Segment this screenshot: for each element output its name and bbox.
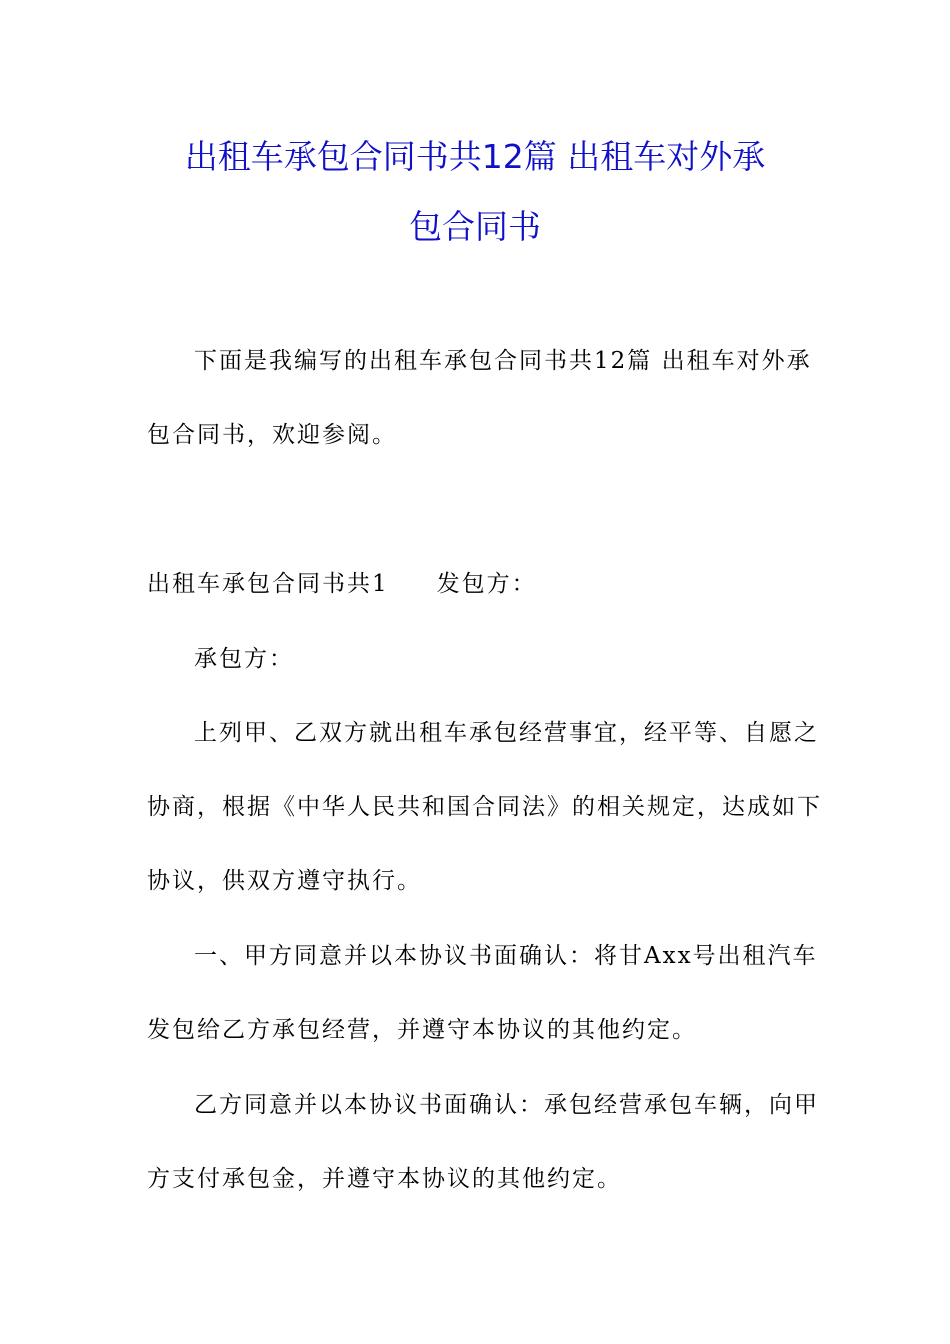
- para1-line-2: 协商，根据《中华人民共和国合同法》的相关规定，达成如下: [147, 794, 822, 820]
- section-heading: 出租车承包合同书共1: [147, 571, 389, 597]
- para1-line-3: 协议，供双方遵守执行。: [147, 868, 422, 894]
- document-title-line-1: 出租车承包合同书共12篇 出租车对外承: [184, 137, 766, 176]
- para3-line-2: 方支付承包金，并遵守本协议的其他约定。: [147, 1166, 622, 1192]
- para2-line-1: 一、甲方同意并以本协议书面确认：将甘Axx号出租汽车: [194, 943, 818, 969]
- para1-line-1: 上列甲、乙双方就出租车承包经营事宜，经平等、自愿之: [194, 720, 819, 746]
- intro-line-1: 下面是我编写的出租车承包合同书共12篇 出租车对外承: [194, 348, 812, 374]
- para2-line-2: 发包给乙方承包经营，并遵守本协议的其他约定。: [147, 1017, 697, 1043]
- intro-line-2: 包合同书，欢迎参阅。: [147, 422, 397, 448]
- contractor-label: 承包方：: [194, 646, 294, 672]
- section-heading-row: [147, 573, 537, 596]
- para3-line-1: 乙方同意并以本协议书面确认：承包经营承包车辆，向甲: [194, 1092, 819, 1118]
- document-title-line-2: 包合同书: [409, 207, 541, 246]
- issuer-label: 发包方：: [436, 571, 537, 597]
